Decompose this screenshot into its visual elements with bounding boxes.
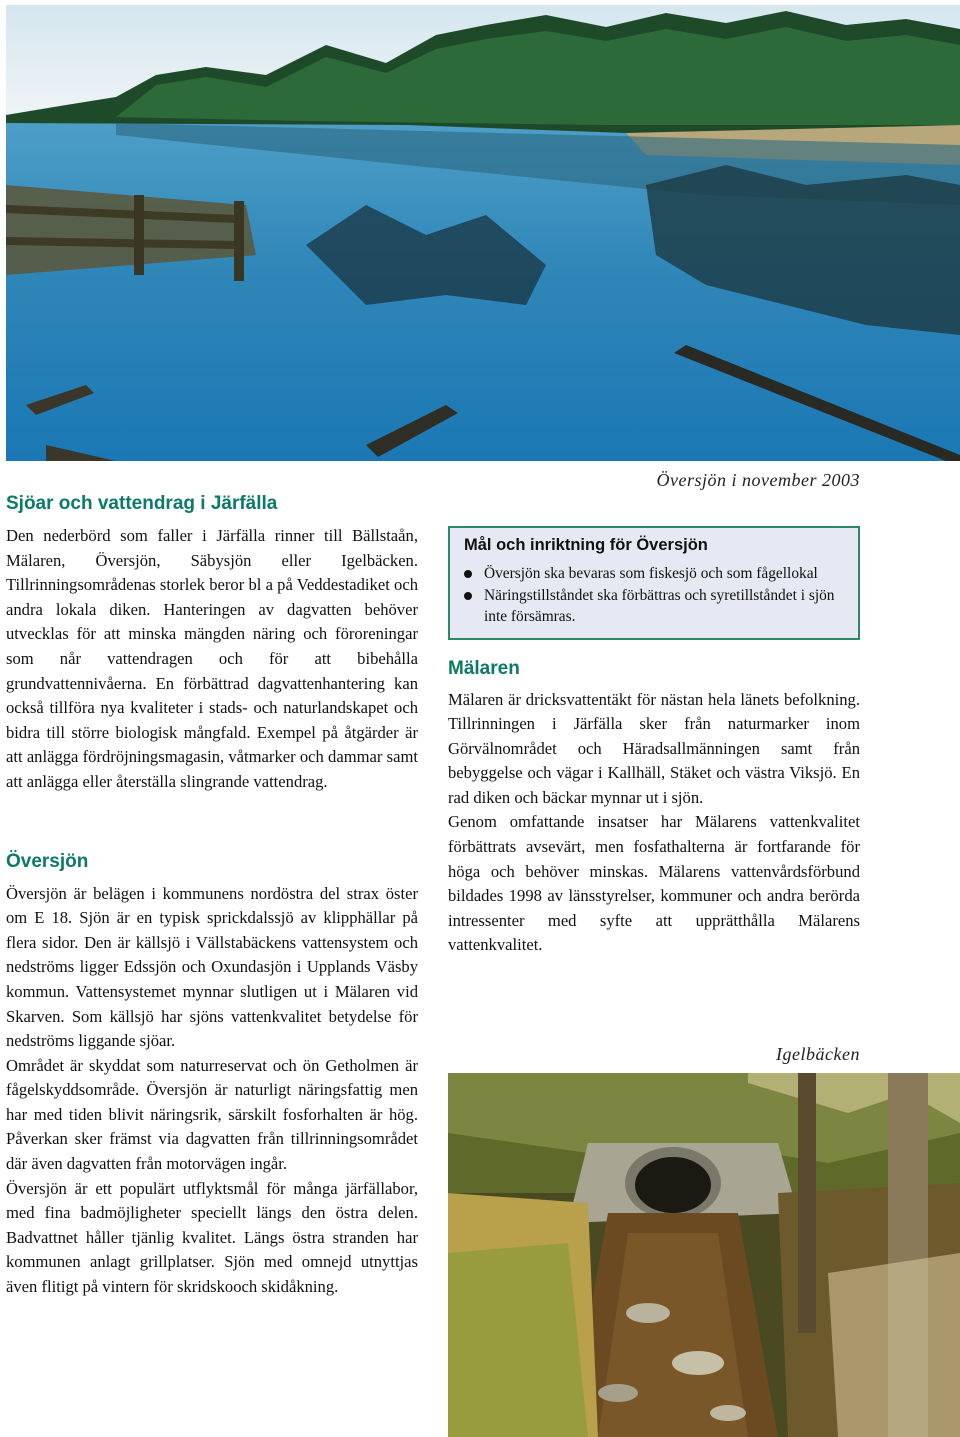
sjoar-text: Den nederbörd som faller i Järfälla rinner till Bällstaån, Mälaren, Översjön, Säbysjön eller Igelbäcken. Tillrinningsområdenas storlek beror bl a på Veddestadiket och andra lokala diken. Hanteringen av dagvatten behöver utvecklas för att minska mängden näring och föroreningar som når vattendragen och för att bibehålla grundvattennivåerna. En förbättrad dagvattenhantering kan också tillföra nya kvaliteter i stads- och naturlandskapet och bidra till större biologisk mångfald. Exempel på åtgärder är att anlägga fördröjningsmagasin, våtmarker och dammar samt att anlägga eller återställa slingrande vattendrag. [6,526,418,791]
bottom-photo-caption: Igelbäcken [776,1044,860,1064]
oversjon-paragraph-1: Översjön är belägen i kommunens nordöstra del strax öster om E 18. Sjön är en typisk sprickdalssjö av klipphällar på flera sidor. Den är källsjö i Vällstabäckens vattensystem och nedströms ligger Edssjön och Oxundasjön i Upplands Väsby kommun. Vattensystemet mynnar slutligen ut i Mälaren vid Skarven. Som källsjö har sjöns vattenkvalitet betydelse för nedströms liggande sjöar. [6,883,418,1051]
oversjon-paragraph-2: Området är skyddat som naturreservat och ön Getholmen är fågelskyddsområde. Översjön är naturligt näringsfattig men har med tiden blivit näringsrik, särskilt fosforhalten är hög. Påverkan sker främst via dagvatten från tillrinningsområdet där även dagvatten från motorvägen ingår. [6,1055,418,1174]
section-heading-sjoar: Sjöar och vattendrag i Järfälla [6,493,278,514]
malaren-paragraph-2: Genom omfattande insatser har Mälarens vattenkvalitet förbättrats avsevärt, men fosfathalterna är fortfarande för höga och behöver minskas. Mälarens vattenvårdsförbund bildades 1998 av länsstyrelser, kommuner och andra berörda intressenter med syfte att upprätthålla Mälarens vattenkvalitet. [448,812,860,955]
lake-photo [6,5,960,461]
goals-list-item [464,563,846,585]
section-heading-malaren: Mälaren [448,657,520,679]
goals-box-title: Mål och inriktning för Översjön [464,536,708,554]
goals-box [448,526,860,640]
bullet-icon [464,570,472,578]
malaren-paragraph-1: Mälaren är dricksvattentäkt för nästan hela länets befolkning. Tillrinningen i Järfälla sker från naturmarker inom Görvälnområdet och Häradsallmänningen samt från bebyggelse och vägar i Kallhäll, Stäket och västra Viksjö. En rad diken och bäckar mynnar ut i sjön. [448,689,860,807]
left-column [6,490,418,1300]
top-photo-caption: Översjön i november 2003 [656,470,860,490]
goals-list-item [464,585,846,628]
oversjon-paragraph-3: Översjön är ett populärt utflyktsmål för många järfällabor, med fina badmöjligheter speciellt längs den östra delen. Badvattnet håller tjänlig kvalitet. Längs östra stranden har kommunen anlagt grillplatser. Sjön med omnejd utnyttjas även flitigt på vintern för skridskooch skidåkning. [6,1178,418,1297]
bullet-icon [464,592,472,600]
goals-item-text: Näringstillståndet ska förbättras och syretillståndet i sjön inte försämras. [484,586,835,625]
stream-photo [448,1073,960,1437]
right-column [448,526,860,958]
goals-list [464,563,846,628]
section-heading-oversjon: Översjön [6,850,89,872]
goals-item-text: Översjön ska bevaras som fiskesjö och som fågellokal [484,565,818,582]
